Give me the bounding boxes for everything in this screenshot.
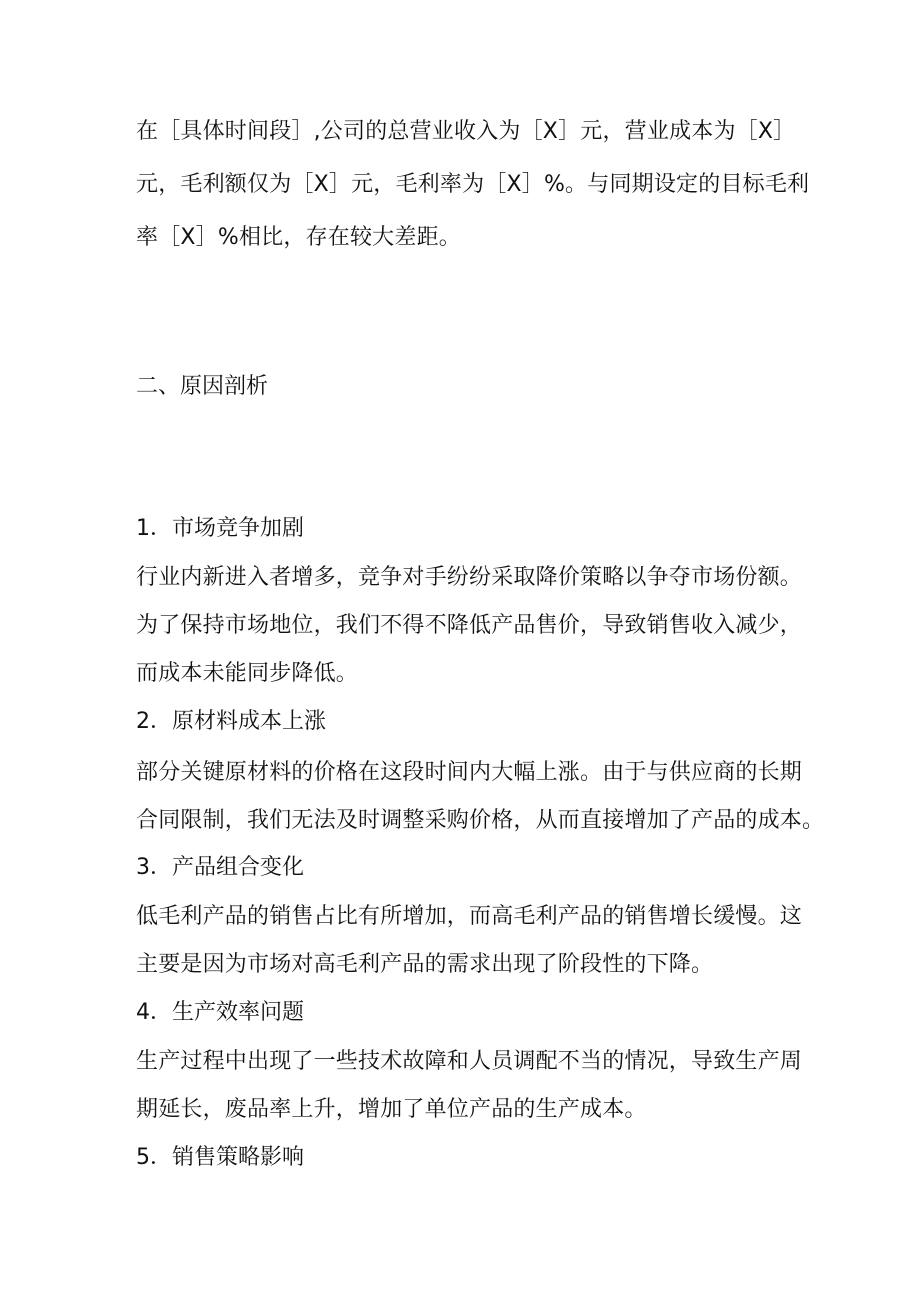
intro-line-3: 率［X］%相比，存在较大差距。 [136,225,461,250]
item-3-line-1: 低毛利产品的销售占比有所增加，而高毛利产品的销售增长缓慢。这 [136,904,803,929]
item-2-body [136,758,825,854]
section-title: 二、原因剖析 [136,374,269,399]
item-5-heading: 5．销售策略影响 [136,1145,304,1170]
item-1-line-3: 而成本未能同步降低。 [136,661,359,686]
item-4-line-1: 生产过程中出现了一些技术故障和人员调配不当的情况，导致生产周 [136,1049,803,1074]
item-4-line-2: 期延长，废品率上升，增加了单位产品的生产成本。 [136,1097,647,1122]
item-4-body [136,1047,803,1143]
intro-line-1: 在［具体时间段］,公司的总营业收入为［X］元，营业成本为［X］ [136,119,796,144]
item-1-line-2: 为了保持市场地位，我们不得不降低产品售价，导致销售收入减少， [136,613,803,638]
item-3-body [136,902,803,998]
intro-line-2: 元，毛利额仅为［X］元，毛利率为［X］%。与同期设定的目标毛利 [136,172,810,197]
item-1-body [136,563,803,707]
item-3-line-2: 主要是因为市场对高毛利产品的需求出现了阶段性的下降。 [136,952,714,977]
item-1-heading: 1．市场竞争加剧 [136,516,304,541]
item-2-heading: 2．原材料成本上涨 [136,709,326,734]
item-1-line-1: 行业内新进入者增多，竞争对手纷纷采取降价策略以争夺市场份额。 [136,565,803,590]
item-2-line-1: 部分关键原材料的价格在这段时间内大幅上涨。由于与供应商的长期 [136,760,803,785]
item-4-heading: 4．生产效率问题 [136,1000,304,1025]
item-2-line-2: 合同限制，我们无法及时调整采购价格，从而直接增加了产品的成本。 [136,808,825,833]
intro-paragraph [136,117,810,276]
item-3-heading: 3．产品组合变化 [136,855,304,880]
